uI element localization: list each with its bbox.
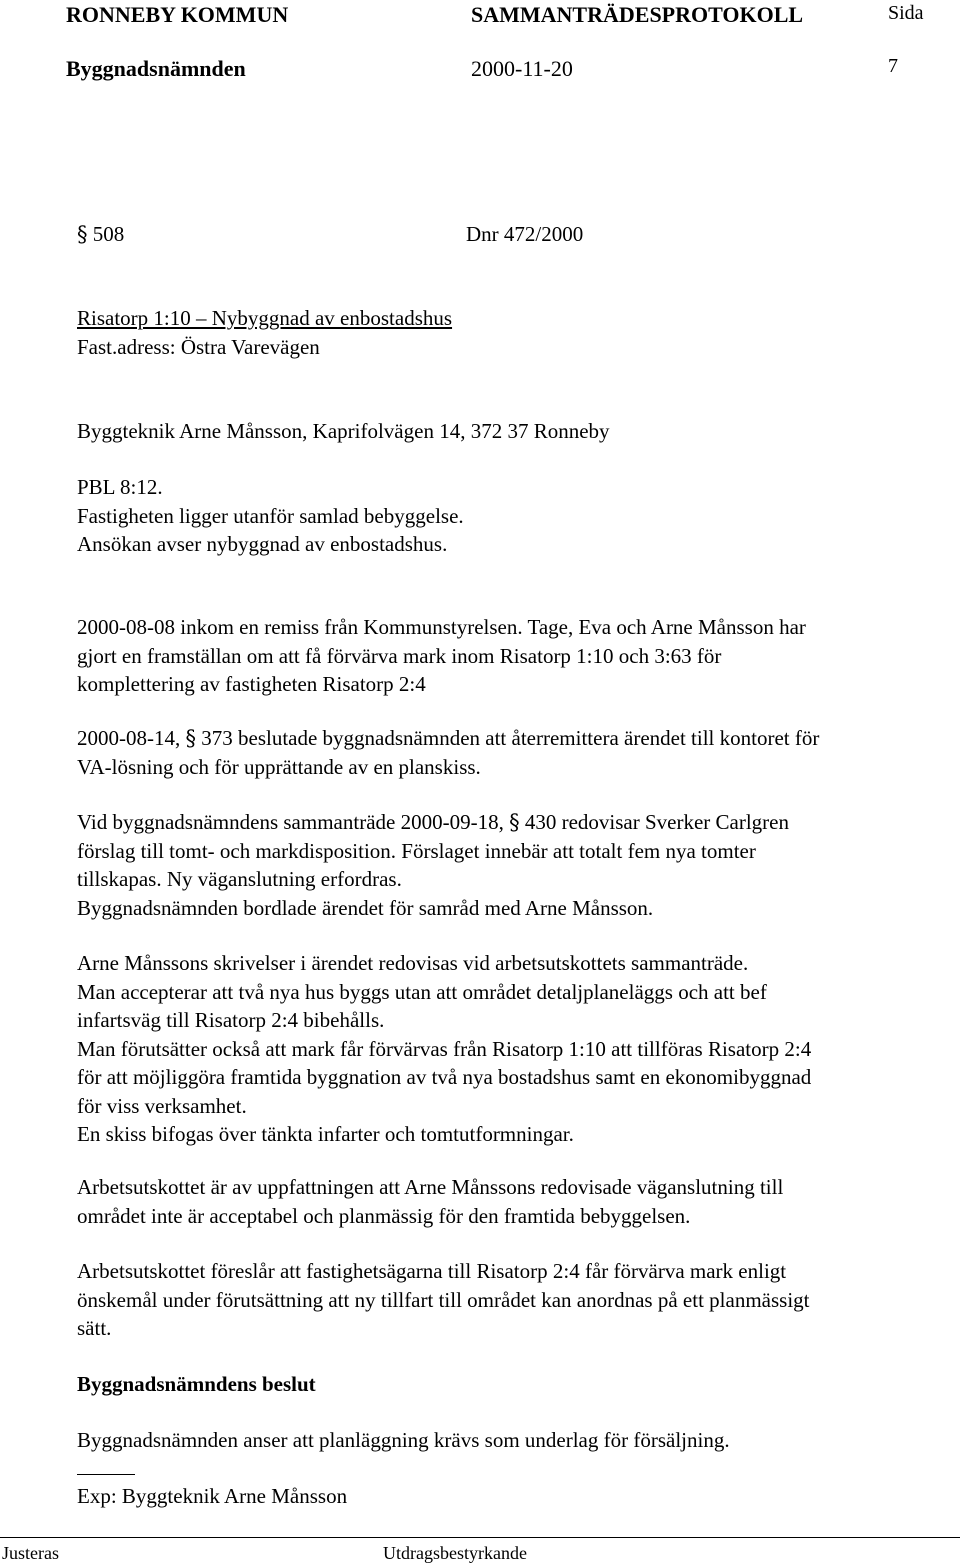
paragraph-line: Vid byggnadsnämndens sammanträde 2000-09-18, § 430 redovisar Sverker Carlgren — [77, 810, 789, 834]
decision-text: Byggnadsnämnden anser att planläggning krävs som underlag för försäljning. — [77, 1428, 730, 1452]
paragraph-line: VA-lösning och för upprättande av en planskiss. — [77, 754, 481, 779]
paragraph-remiss — [77, 613, 947, 699]
applicant: Byggteknik Arne Månsson, Kaprifolvägen 14, 372 37 Ronneby — [77, 419, 610, 443]
org-name: RONNEBY KOMMUN — [66, 2, 289, 27]
paragraph-line: området inte är acceptabel och planmässig för den framtida bebyggelsen. — [77, 1203, 691, 1228]
paragraph-line: gjort en framställan om att få förvärva mark inom Risatorp 1:10 och 3:63 för — [77, 643, 722, 668]
paragraph-line: Arbetsutskottet föreslår att fastighetsägarna till Risatorp 2:4 får förvärva mark enligt — [77, 1259, 787, 1283]
footer-rule — [0, 1537, 960, 1538]
expedition-rule — [77, 1474, 135, 1475]
section-heading — [77, 220, 124, 249]
paragraph-line: Man accepterar att två nya hus byggs utan att området detaljplaneläggs och att bef — [77, 979, 767, 1004]
paragraph-line: Man förutsätter också att mark får förvärvas från Risatorp 1:10 att tillföras Risatorp 2:4 — [77, 1036, 812, 1061]
paragraph-line: infartsväg till Risatorp 2:4 bibehålls. — [77, 1008, 385, 1032]
paragraph-line: Arbetsutskottet är av uppfattningen att Arne Månssons redovisade väganslutning till — [77, 1175, 784, 1199]
paragraph-line: för viss verksamhet. — [77, 1093, 247, 1118]
paragraph-line: Arne Månssons skrivelser i ärendet redovisas vid arbetsutskottets sammanträde. — [77, 951, 749, 975]
paragraph-line: komplettering av fastigheten Risatorp 2:4 — [77, 672, 426, 696]
paragraph-line: En skiss bifogas över tänkta infarter och tomtutformningar. — [77, 1122, 574, 1146]
document-type: SAMMANTRÄDESPROTOKOLL — [471, 2, 804, 27]
section-sign: § — [185, 726, 196, 750]
paragraph-line: förslag till tomt- och markdisposition. Förslaget innebär att totalt fem nya tomter — [77, 838, 756, 863]
footer-utdragsbestyrkande: Utdragsbestyrkande — [383, 1543, 527, 1563]
decision-heading: Byggnadsnämndens beslut — [77, 1372, 316, 1396]
section-number: 508 — [92, 222, 125, 246]
paragraph-line: sätt. — [77, 1316, 112, 1340]
pbl-line: PBL 8:12. — [77, 475, 163, 499]
expedition-line: Exp: Byggteknik Arne Månsson — [77, 1484, 348, 1508]
paragraph-line: 2000-08-14, § 373 beslutade byggnadsnämnden att återremittera ärendet till kontoret för — [77, 726, 820, 750]
pbl-block — [77, 473, 947, 559]
diary-number: Dnr 472/2000 — [466, 222, 584, 246]
page-number: 7 — [888, 55, 898, 77]
paragraph-line: önskemål under förutsättning att ny tillfart till området kan anordnas på ett planmässigt — [77, 1287, 810, 1312]
paragraph-line: Byggnadsnämnden bordlade ärendet för samråd med Arne Månsson. — [77, 895, 654, 920]
paragraph-forslag — [77, 1257, 947, 1343]
pbl-line: Ansökan avser nybyggnad av enbostadshus. — [77, 532, 448, 556]
page-label: Sida — [888, 2, 924, 24]
section-sign: § — [77, 222, 88, 246]
paragraph-aterremiss — [77, 724, 947, 781]
paragraph-line: för att möjliggöra framtida byggnation av två nya bostadshus samt en ekonomibyggnad — [77, 1065, 812, 1089]
paragraph-sammantrade — [77, 808, 947, 922]
pbl-line: Fastigheten ligger utanför samlad bebyggelse. — [77, 503, 464, 528]
section-sign: § — [509, 810, 520, 834]
paragraph-line: 2000-08-08 inkom en remiss från Kommunstyrelsen. Tage, Eva och Arne Månsson har — [77, 615, 806, 639]
property-address: Fast.adress: Östra Varevägen — [77, 335, 320, 359]
committee-name: Byggnadsnämnden — [66, 56, 246, 81]
case-title: Risatorp 1:10 – Nybyggnad av enbostadshus — [77, 306, 453, 330]
paragraph-line: tillskapas. Ny väganslutning erfordras. — [77, 867, 402, 891]
meeting-date: 2000-11-20 — [471, 56, 573, 81]
paragraph-skrivelser — [77, 949, 947, 1149]
paragraph-uppfattning — [77, 1173, 947, 1230]
footer-justeras: Justeras — [2, 1543, 59, 1563]
